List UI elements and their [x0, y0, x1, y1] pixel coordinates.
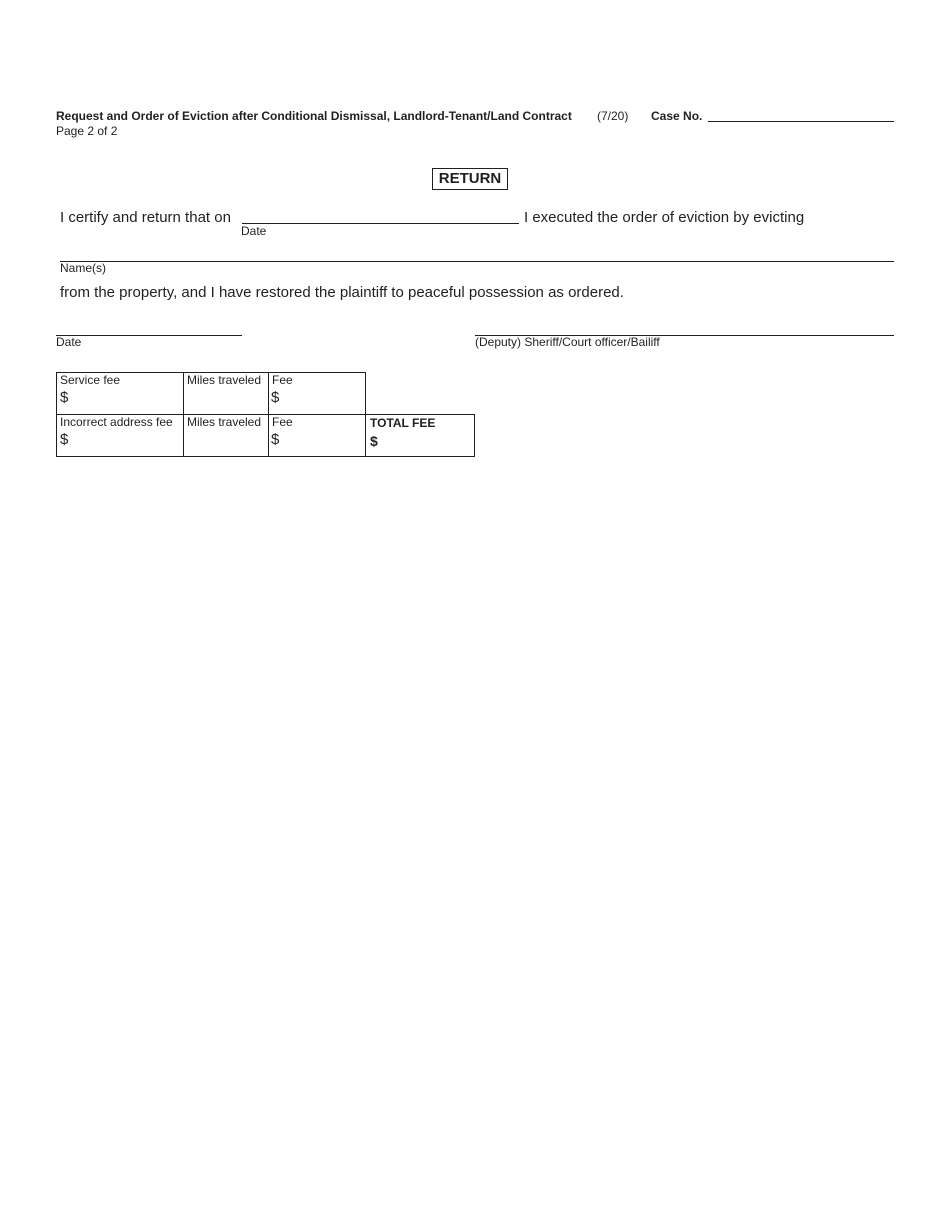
form-revision: (7/20) — [597, 109, 629, 123]
eviction-date-caption: Date — [241, 224, 267, 238]
case-no-field[interactable] — [708, 121, 894, 122]
incorrect-fee-amount-label: Fee — [272, 415, 293, 429]
service-fee-cell[interactable] — [56, 372, 184, 415]
service-fee-divider — [268, 372, 269, 415]
incorrect-address-fee-dollar: $ — [60, 431, 69, 448]
names-field[interactable] — [60, 261, 894, 262]
signature-date-caption: Date — [56, 335, 82, 349]
executed-order-text: I executed the order of eviction by evicting — [524, 209, 805, 226]
service-fee-amount-dollar: $ — [271, 389, 280, 406]
service-fee-dollar: $ — [60, 389, 69, 406]
incorrect-address-fee-label: Incorrect address fee — [60, 415, 173, 429]
service-miles-label: Miles traveled — [187, 373, 262, 387]
certify-text: I certify and return that on — [60, 209, 231, 226]
names-caption: Name(s) — [60, 261, 107, 275]
incorrect-miles-fee-cell[interactable] — [183, 414, 366, 457]
incorrect-fee-divider — [268, 414, 269, 457]
service-fee-amount-label: Fee — [272, 373, 293, 387]
officer-signature-caption: (Deputy) Sheriff/Court officer/Bailiff — [475, 335, 660, 349]
possession-statement: from the property, and I have restored the plaintiff to peaceful possession as ordered. — [60, 284, 624, 301]
form-title: Request and Order of Eviction after Conditional Dismissal, Landlord-Tenant/Land Contract — [56, 109, 572, 123]
return-heading: RETURN — [432, 168, 508, 190]
service-miles-fee-cell[interactable] — [183, 372, 366, 415]
incorrect-miles-label: Miles traveled — [187, 415, 262, 429]
service-fee-label: Service fee — [60, 373, 121, 387]
incorrect-fee-amount-dollar: $ — [271, 431, 280, 448]
total-fee-dollar: $ — [370, 433, 378, 449]
page-number: Page 2 of 2 — [56, 124, 118, 138]
total-fee-label: TOTAL FEE — [370, 416, 436, 430]
case-no-label: Case No. — [651, 109, 703, 123]
total-fee-cell[interactable] — [365, 414, 475, 457]
incorrect-address-fee-cell[interactable] — [56, 414, 184, 457]
signature-date-field[interactable] — [56, 335, 242, 336]
eviction-date-field[interactable] — [242, 223, 519, 224]
